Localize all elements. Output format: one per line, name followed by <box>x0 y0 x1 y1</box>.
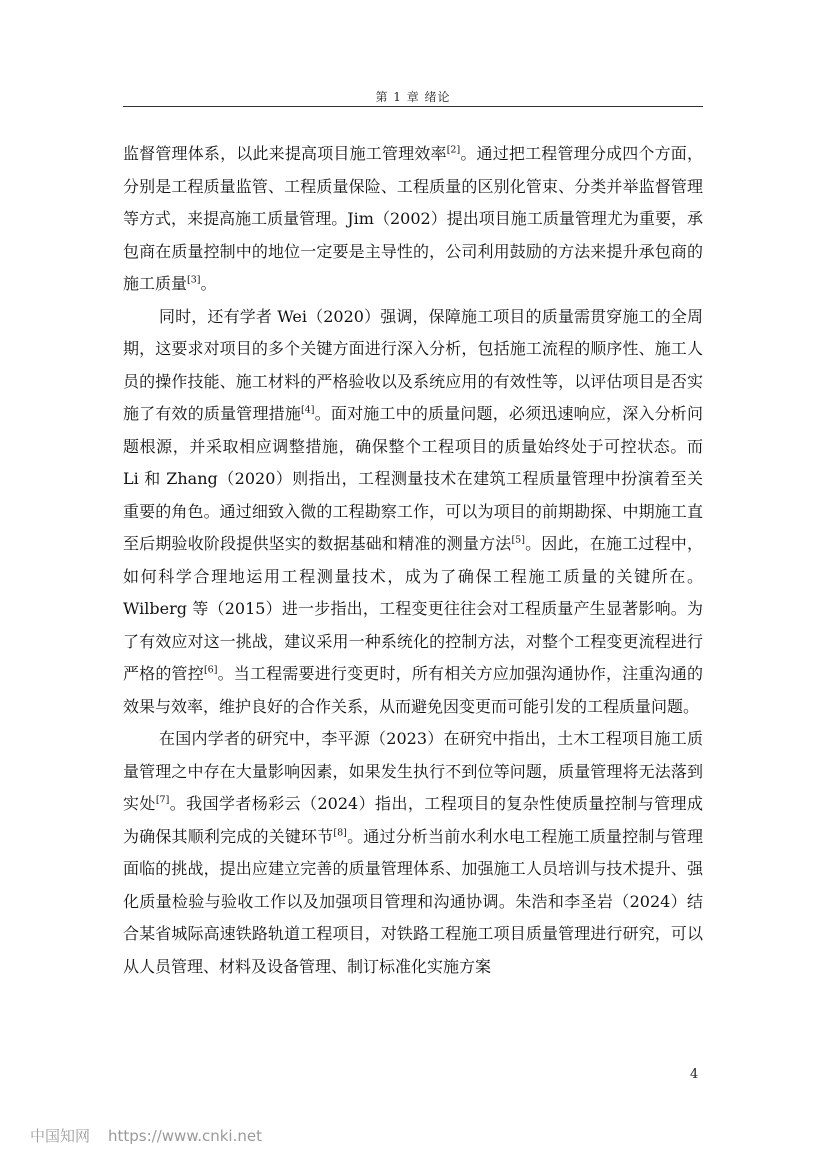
text-run: 监督管理体系，以此来提高项目施工管理效率 <box>123 144 447 163</box>
paragraph-1 <box>123 138 703 301</box>
citation-ref[interactable]: [7] <box>155 794 170 806</box>
text-run: 同时，还有学者 Wei（2020）强调，保障施工项目的质量需贯穿施工的全周期，这要求对项目的多个关键方面进行深入分析，包括施工流程的顺序性、施工人员的操作技能、施工材料的严格验收以及系统应用的有效性等，以评估项目是否实施了有效的质量管理措施 <box>123 306 703 423</box>
citation-ref[interactable]: [6] <box>203 664 218 676</box>
paragraph-3 <box>123 723 703 983</box>
citation-ref[interactable]: [5] <box>511 534 525 546</box>
watermark-url[interactable]: https://www.cnki.net <box>108 1127 262 1145</box>
page-number: 4 <box>690 1067 699 1082</box>
text-run: 。我国学者杨彩云（2024）指出，工程项目的复杂性使质量控制与管理成为确保其顺利完成的关键环节 <box>123 794 703 846</box>
text-run: 。通过分析当前水利水电工程施工质量控制与管理面临的挑战，提出应建立完善的质量管理体系、加强施工人员培训与技术提升、强化质量检验与验收工作以及加强项目管理和沟通协调。朱浩和李圣岩（2024）结合某省城际高速铁路轨道工程项目，对铁路工程施工项目质量管理进行研究，可以从人员管理、材料及设备管理、制订标准化实施方案 <box>123 826 703 976</box>
citation-ref[interactable]: [4] <box>301 404 315 416</box>
running-header: 第 1 章 绪论 <box>375 90 451 104</box>
citation-ref[interactable]: [3] <box>187 274 201 286</box>
text-run: 。当工程需要进行变更时，所有相关方应加强沟通协作，注重沟通的效果与效率，维护良好的合作关系，从而避免因变更而可能引发的工程质量问题。 <box>123 664 703 716</box>
text-run: 。因此，在施工过程中，如何科学合理地运用工程测量技术，成为了确保工程施工质量的关键所在。Wilberg 等（2015）进一步指出，工程变更往往会对工程质量产生显著影响。为了有效应对这一挑战，建议采用一种系统化的控制方法，对整个工程变更流程进行严格的管控 <box>123 534 703 683</box>
citation-ref[interactable]: [2] <box>446 144 461 156</box>
cnki-watermark <box>30 1125 262 1146</box>
text-run: 。通过把工程管理分成四个方面，分别是工程质量监管、工程质量保险、工程质量的区别化管束、分类并举监督管理等方式，来提高施工质量管理。Jim（2002）提出项目施工质量管理尤为重要，承包商在质量控制中的地位一定要是主导性的，公司利用鼓励的方法来提升承包商的施工质量 <box>123 144 703 293</box>
watermark-site-name: 中国知网 <box>30 1127 91 1145</box>
text-run: 。面对施工中的质量问题，必须迅速响应，深入分析问题根源，并采取相应调整措施，确保整个工程项目的质量始终处于可控状态。而 Li 和 Zhang（2020）则指出，工程测量技术在建筑工程质量管理中扮演着至关重要的角色。通过细致入微的工程勘察工作，可以为项目的前期勘探、中期施工直至后期验收阶段提供坚实的数据基础和精准的测量方法 <box>123 404 703 553</box>
body-text <box>123 138 703 983</box>
text-run: 。 <box>200 274 217 293</box>
citation-ref[interactable]: [8] <box>333 827 347 839</box>
text-run: 在国内学者的研究中，李平源（2023）在研究中指出，土木工程项目施工质量管理之中存在大量影响因素，如果发生执行不到位等问题，质量管理将无法落到实处 <box>123 729 703 813</box>
paragraph-2 <box>123 301 703 724</box>
header-divider <box>123 106 703 107</box>
